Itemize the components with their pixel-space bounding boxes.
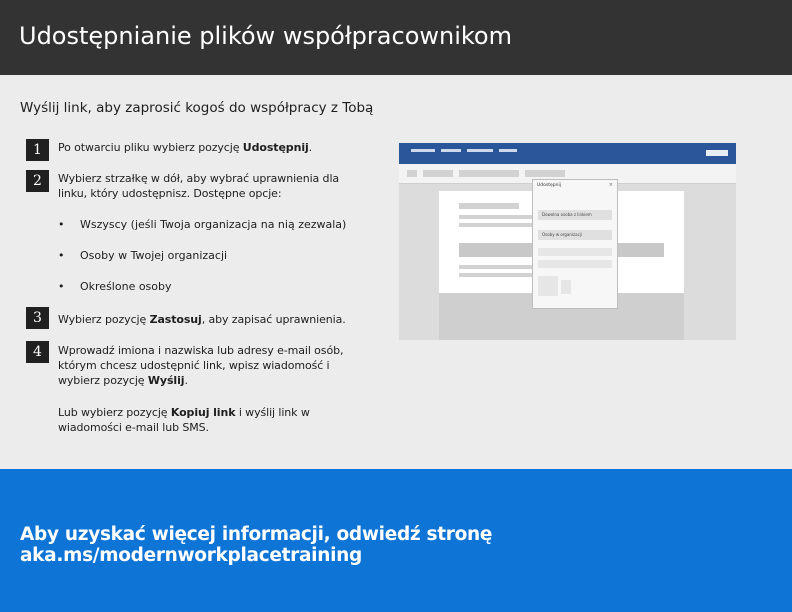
link-permission-dropdown[interactable]: Dowolna osoba z linkiem bbox=[538, 210, 612, 220]
bullet-icon: • bbox=[58, 218, 65, 231]
step-number-3: 3 bbox=[26, 307, 49, 329]
intro-text: Wyślij link, aby zaprosić kogoś do współpracy z Tobą bbox=[20, 100, 374, 116]
step-1-text: Po otwarciu pliku wybierz pozycję Udostępnij. bbox=[58, 141, 313, 154]
step-number-4: 4 bbox=[26, 341, 49, 363]
ribbon-tab bbox=[411, 149, 435, 152]
link-permission-dropdown[interactable]: Osoby w organizacji bbox=[538, 230, 612, 240]
step-2-text: Wybierz strzałkę w dół, aby wybrać uprawnienia dla linku, który udostępnisz. Dostępne opcje: bbox=[58, 172, 340, 200]
page-title: Udostępnianie plików współpracownikom bbox=[19, 22, 512, 50]
bullet-icon: • bbox=[58, 249, 65, 262]
share-button[interactable] bbox=[706, 150, 728, 156]
option-label: Określone osoby bbox=[80, 280, 172, 293]
close-icon[interactable]: × bbox=[608, 182, 613, 188]
ribbon-tab bbox=[499, 149, 517, 152]
header-bar bbox=[0, 0, 792, 75]
copy-link-text: Lub wybierz pozycję Kopiuj link i wyślij link w wiadomości e-mail lub SMS. bbox=[58, 406, 310, 434]
ribbon-tab bbox=[441, 149, 461, 152]
share-dialog-screenshot bbox=[399, 143, 736, 340]
step-number-1: 1 bbox=[26, 139, 49, 161]
option-label: Osoby w Twojej organizacji bbox=[80, 249, 228, 262]
ribbon-bar bbox=[399, 143, 736, 164]
step-number-2: 2 bbox=[26, 170, 49, 192]
ribbon-tab bbox=[467, 149, 493, 152]
share-panel-title: Udostępnij bbox=[537, 183, 561, 188]
footer-link-text[interactable]: Aby uzyskać więcej informacji, odwiedź stronę aka.ms/modernworkplacetraining bbox=[20, 524, 493, 566]
footer-banner bbox=[0, 469, 792, 612]
step-4-text: Wprowadź imiona i nazwiska lub adresy e-mail osób, którym chcesz udostępnić link, wpisz wiadomość i wybierz pozycję Wyślij. bbox=[58, 344, 344, 387]
step-3-text: Wybierz pozycję Zastosuj, aby zapisać uprawnienia. bbox=[58, 313, 346, 326]
option-label: Wszyscy (jeśli Twoja organizacja na nią zezwala) bbox=[80, 218, 347, 231]
bullet-icon: • bbox=[58, 280, 65, 293]
share-panel bbox=[532, 179, 618, 309]
